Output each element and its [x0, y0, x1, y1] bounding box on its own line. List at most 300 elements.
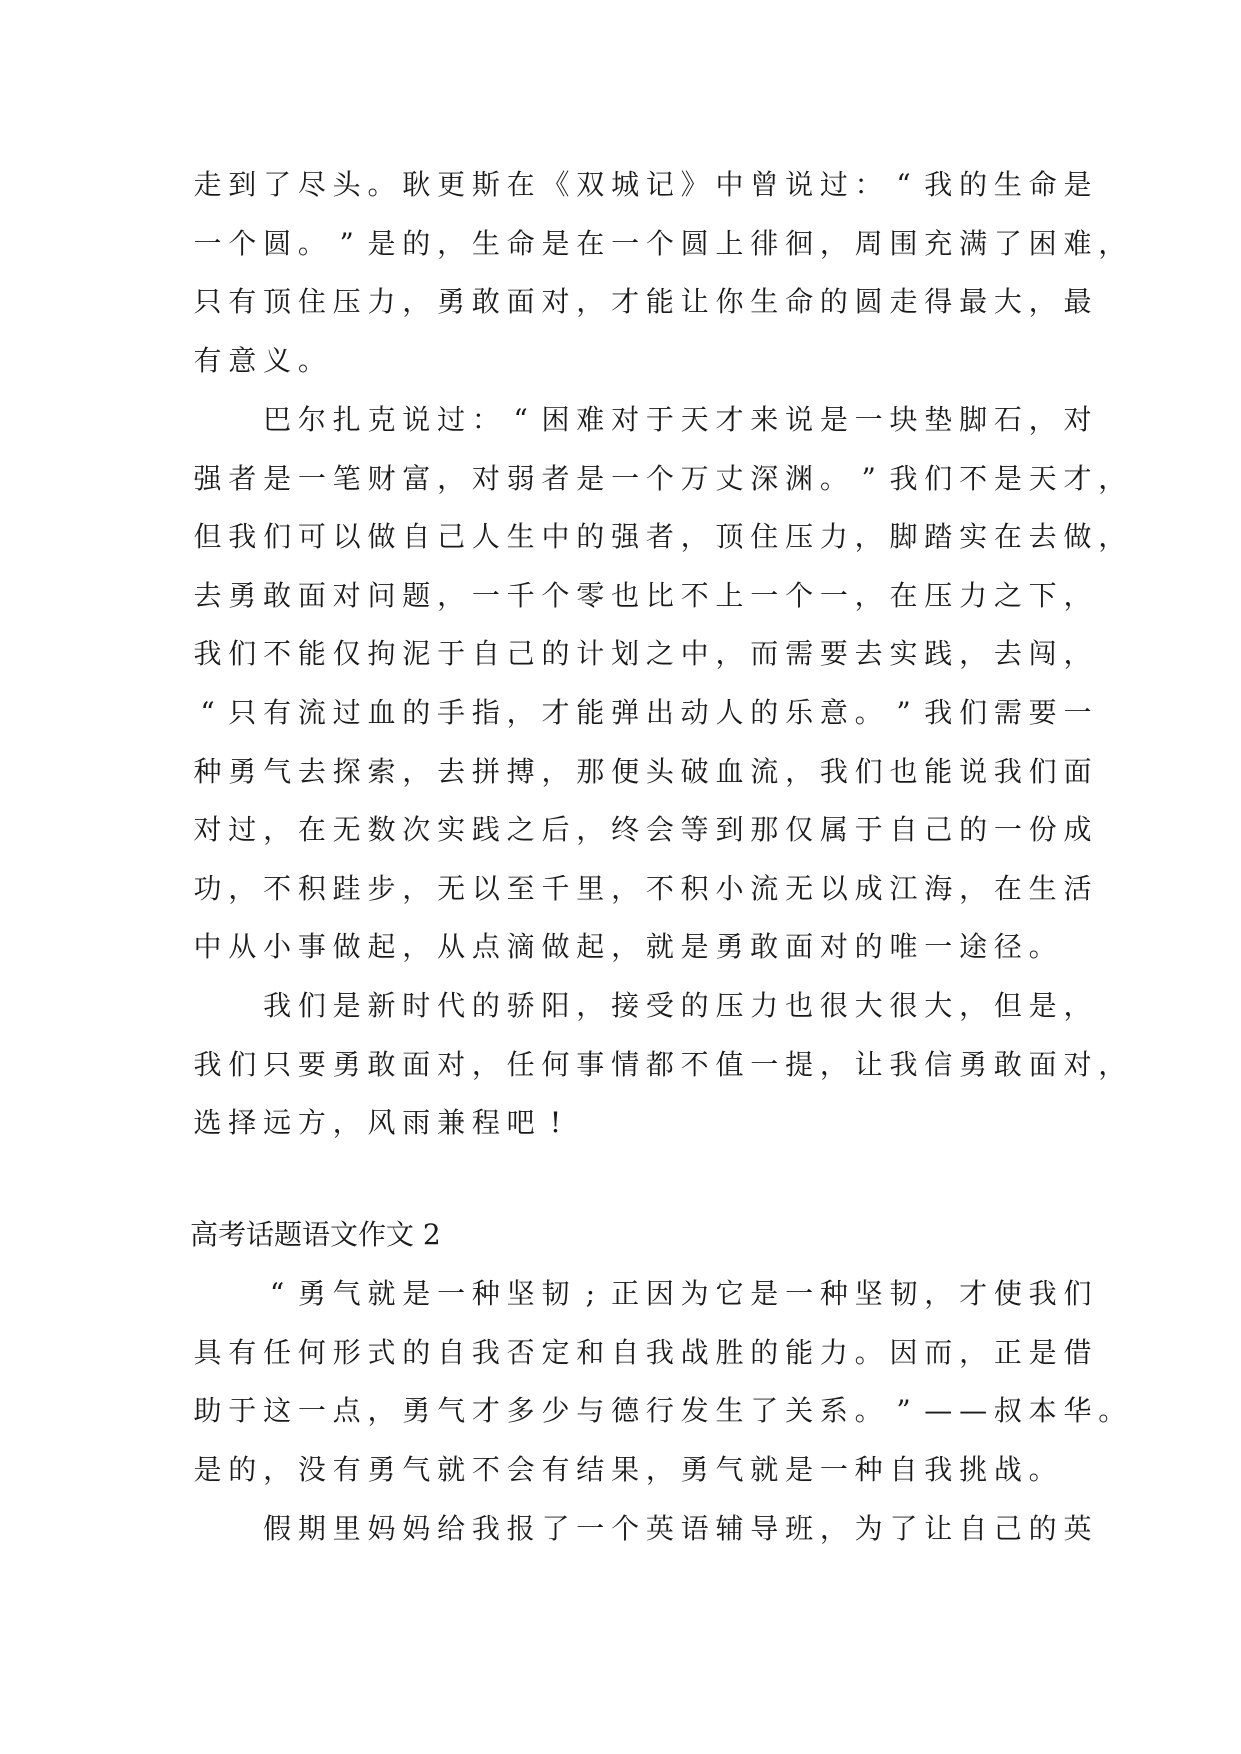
text-char: 一: [785, 1277, 814, 1310]
text-char: 拼: [471, 755, 500, 788]
text-char: 圆: [854, 285, 883, 318]
text-char: ，: [437, 227, 466, 260]
text-char: 的: [402, 1336, 431, 1369]
text-char: 就: [750, 1453, 779, 1486]
text-char: 那: [750, 813, 779, 846]
text-char: 韧: [541, 1277, 570, 1310]
text-char: ，: [402, 755, 431, 788]
text-char: 只: [263, 1048, 292, 1081]
text-char: 新: [367, 989, 396, 1022]
text-char: 最: [959, 285, 988, 318]
text-char: ，: [576, 285, 605, 318]
text-char: 说: [785, 403, 814, 436]
text-char: 力: [819, 1336, 848, 1369]
text-char: 记: [645, 168, 674, 201]
text-char: 才: [471, 1394, 500, 1427]
text-char: 走: [889, 285, 918, 318]
text-char: 雨: [402, 1106, 431, 1139]
text-char: 德: [611, 1394, 640, 1427]
text-char: 富: [402, 462, 431, 495]
text-char: [225, 400, 260, 440]
text-char: 个: [645, 227, 674, 260]
text-char: 一: [471, 579, 500, 612]
text-char: 徊: [785, 227, 814, 260]
text-char: 有: [193, 344, 222, 377]
text-char: ，: [1028, 285, 1057, 318]
text-char: 生: [750, 285, 779, 318]
text-char: 我: [645, 1336, 674, 1369]
text-char: 气: [402, 1453, 431, 1486]
text-char: 难: [576, 403, 605, 436]
text-char: 从: [228, 930, 257, 963]
text-char: 是: [332, 989, 361, 1022]
text-char: 华: [1063, 1394, 1092, 1427]
text-char: 能: [576, 696, 605, 729]
text-char: 英: [645, 1512, 674, 1545]
text-char: 让: [854, 1048, 883, 1081]
text-char: 班: [785, 1512, 814, 1545]
text-char: 扎: [332, 403, 361, 436]
text-char: 气: [263, 755, 292, 788]
text-char: 巴: [263, 403, 292, 436]
text-char: 指: [471, 696, 500, 729]
text-char: 周: [854, 227, 883, 260]
text-char: 活: [1063, 872, 1092, 905]
text-char: 无: [785, 872, 814, 905]
text-char: 都: [645, 1048, 674, 1081]
text-char: ，: [611, 872, 640, 905]
text-char: 能: [924, 755, 953, 788]
text-char: 去: [193, 579, 222, 612]
text-char: 而: [924, 1336, 953, 1369]
text-char: 在: [993, 520, 1022, 553]
text-char: ”: [896, 696, 911, 729]
text-char: ，: [506, 696, 535, 729]
text-char: 形: [332, 1336, 361, 1369]
text-char: 丈: [715, 462, 744, 495]
text-char: 践: [924, 637, 953, 670]
text-char: 面: [1028, 1048, 1057, 1081]
text-char: 值: [715, 1048, 744, 1081]
text-char: 关: [785, 1394, 814, 1427]
text-char: 们: [1028, 755, 1057, 788]
text-char: 义: [263, 344, 292, 377]
text-char: 选: [193, 1106, 222, 1139]
text-char: 以: [471, 872, 500, 905]
text-char: 至: [506, 872, 535, 905]
text-char: ，: [541, 755, 570, 788]
text-char: 只: [228, 696, 257, 729]
text-char: 功: [193, 872, 222, 905]
text-char: 是: [1028, 1336, 1057, 1369]
text-char: 自: [959, 1512, 988, 1545]
text-char: ，: [854, 520, 883, 553]
text-char: 命: [1028, 168, 1057, 201]
text-char: 海: [924, 872, 953, 905]
text-char: 勇: [228, 755, 257, 788]
text-char: 的: [854, 930, 883, 963]
text-char: 流: [750, 872, 779, 905]
text-char: 坚: [506, 1277, 535, 1310]
text-char: 对: [332, 579, 361, 612]
text-char: 走: [193, 168, 222, 201]
text-char: 满: [959, 227, 988, 260]
text-char: 于: [228, 1394, 257, 1427]
text-char: ，: [471, 1048, 500, 1081]
text-char: 顶: [715, 520, 744, 553]
text-char: 之: [993, 579, 1022, 612]
text-char: 很: [889, 989, 918, 1022]
text-char: 我: [993, 755, 1022, 788]
text-char: 江: [889, 872, 918, 905]
text-char: 何: [541, 1048, 570, 1081]
text-char: 成: [1063, 813, 1092, 846]
text-char: 不: [263, 637, 292, 670]
text-char: ，: [1063, 637, 1092, 670]
paragraph-first-line: [190, 400, 1095, 440]
text-char: 的: [819, 285, 848, 318]
text-char: 在: [993, 872, 1022, 905]
text-char: 才: [959, 1277, 988, 1310]
text-char: 这: [263, 1394, 292, 1427]
text-char: 一: [819, 579, 848, 612]
text-char: ，: [1098, 520, 1127, 553]
text-char: 》: [680, 168, 709, 201]
text-char: 气: [332, 1277, 361, 1310]
text-char: 数: [367, 813, 396, 846]
text-line: [190, 517, 1130, 557]
text-char: 过: [228, 813, 257, 846]
text-char: ”: [861, 462, 876, 495]
text-char: 中: [715, 168, 744, 201]
text-char: 实: [959, 520, 988, 553]
text-char: 一: [854, 403, 883, 436]
text-char: 以: [819, 872, 848, 905]
text-char: 顶: [263, 285, 292, 318]
text-char: 接: [611, 989, 640, 1022]
text-char: 。: [1028, 930, 1057, 963]
text-char: 大: [993, 285, 1022, 318]
text-char: ，: [402, 285, 431, 318]
text-char: 中: [193, 930, 222, 963]
text-line: [190, 752, 1095, 792]
text-char: 垫: [924, 403, 953, 436]
text-char: 是: [576, 462, 605, 495]
text-char: 属: [819, 813, 848, 846]
text-char: 自: [437, 1336, 466, 1369]
text-line: [190, 1333, 1095, 1373]
text-char: 辅: [715, 1512, 744, 1545]
text-char: 们: [297, 989, 326, 1022]
text-line: [190, 634, 1095, 674]
text-char: 探: [332, 755, 361, 788]
text-char: ，: [1098, 1048, 1127, 1081]
text-char: ，: [819, 227, 848, 260]
text-char: 个: [541, 579, 570, 612]
text-char: 困: [541, 403, 570, 436]
text-char: 途: [959, 930, 988, 963]
text-char: 天: [680, 403, 709, 436]
text-char: ，: [680, 520, 709, 553]
text-char: ：: [471, 403, 500, 436]
text-char: 去: [297, 755, 326, 788]
text-char: 更: [437, 168, 466, 201]
text-char: 对: [611, 403, 640, 436]
text-char: 。: [819, 462, 848, 495]
text-char: 深: [750, 462, 779, 495]
text-char: 住: [297, 285, 326, 318]
text-char: 一: [819, 1453, 848, 1486]
text-char: 渊: [785, 462, 814, 495]
text-char: 上: [715, 227, 744, 260]
text-char: 小: [263, 930, 292, 963]
text-char: 中: [680, 637, 709, 670]
text-char: ，: [959, 872, 988, 905]
text-char: 自: [611, 1336, 640, 1369]
text-char: 气: [437, 1394, 466, 1427]
text-char: 兼: [437, 1106, 466, 1139]
text-char: 力: [819, 520, 848, 553]
text-char: 过: [819, 168, 848, 201]
text-char: 多: [506, 1394, 535, 1427]
text-char: ”: [339, 227, 354, 260]
text-char: 在: [297, 813, 326, 846]
text-char: 中: [541, 520, 570, 553]
text-char: 压: [715, 989, 744, 1022]
text-char: ，: [1028, 403, 1057, 436]
text-char: 让: [924, 1512, 953, 1545]
text-char: 有: [228, 1336, 257, 1369]
text-char: 一: [297, 462, 326, 495]
text-char: 之: [645, 637, 674, 670]
text-char: 个: [785, 579, 814, 612]
text-char: 很: [819, 989, 848, 1022]
text-char: 是: [1063, 168, 1092, 201]
text-char: 血: [367, 696, 396, 729]
text-char: 对: [471, 462, 500, 495]
text-char: 是: [367, 227, 396, 260]
text-char: 强: [193, 462, 222, 495]
text-char: 有: [332, 1453, 361, 1486]
text-char: 血: [715, 755, 744, 788]
text-char: 与: [576, 1394, 605, 1427]
text-char: 者: [645, 520, 674, 553]
text-char: 泥: [402, 637, 431, 670]
text-char: 在: [506, 168, 535, 201]
text-char: 对: [819, 930, 848, 963]
text-char: 一: [1063, 696, 1092, 729]
text-char: 斯: [471, 168, 500, 201]
text-char: 终: [611, 813, 640, 846]
text-char: 无: [332, 813, 361, 846]
text-char: 对: [437, 1048, 466, 1081]
text-char: 是: [1028, 989, 1057, 1022]
text-char: 一: [993, 813, 1022, 846]
text-char: 不: [645, 872, 674, 905]
text-char: 们: [959, 696, 988, 729]
text-char: 生: [1028, 872, 1057, 905]
text-char: 的: [750, 696, 779, 729]
text-char: 它: [715, 1277, 744, 1310]
text-char: 自: [471, 637, 500, 670]
text-char: 行: [645, 1394, 674, 1427]
text-char: 力: [959, 579, 988, 612]
text-char: ，: [437, 579, 466, 612]
text-char: 。: [1098, 1394, 1127, 1427]
text-char: 程: [471, 1106, 500, 1139]
text-char: 破: [680, 755, 709, 788]
text-line: [190, 1103, 573, 1143]
text-char: 成: [854, 872, 883, 905]
text-char: 是: [750, 1277, 779, 1310]
text-char: 于: [854, 813, 883, 846]
text-char: 手: [437, 696, 466, 729]
text-char: 是: [819, 403, 848, 436]
text-char: ，: [367, 1394, 396, 1427]
text-char: 也: [785, 989, 814, 1022]
text-char: 有: [228, 285, 257, 318]
text-char: 强: [611, 520, 640, 553]
text-char: 仅: [785, 813, 814, 846]
text-char: “: [269, 1277, 285, 1310]
text-char: 有: [263, 696, 292, 729]
text-char: 何: [297, 1336, 326, 1369]
text-char: ，: [611, 930, 640, 963]
text-char: ;: [585, 1277, 596, 1310]
text-char: [190, 1509, 225, 1549]
text-char: 勇: [680, 1453, 709, 1486]
text-char: 气: [715, 1453, 744, 1486]
text-char: 不: [471, 1453, 500, 1486]
text-char: 择: [228, 1106, 257, 1139]
text-char: 了: [889, 1512, 918, 1545]
text-char: 我: [924, 1453, 953, 1486]
text-char: 问: [367, 579, 396, 612]
text-line: [190, 341, 329, 381]
text-char: 时: [402, 989, 431, 1022]
text-char: 意: [228, 344, 257, 377]
text-char: 面: [785, 930, 814, 963]
text-char: 才: [541, 696, 570, 729]
text-char: 过: [437, 403, 466, 436]
text-char: 说: [959, 755, 988, 788]
text-char: 最: [1063, 285, 1092, 318]
text-char: 滴: [506, 930, 535, 963]
text-char: 过: [332, 696, 361, 729]
text-char: ，: [715, 637, 744, 670]
text-char: 事: [297, 930, 326, 963]
text-char: 具: [193, 1336, 222, 1369]
text-char: 个: [228, 227, 257, 260]
text-char: 敢: [750, 930, 779, 963]
text-char: 果: [611, 1453, 640, 1486]
text-char: 就: [367, 1277, 396, 1310]
text-char: 事: [576, 1048, 605, 1081]
text-char: 命: [785, 285, 814, 318]
text-char: 后: [541, 813, 570, 846]
text-char: 弱: [506, 462, 535, 495]
text-char: 否: [506, 1336, 535, 1369]
text-char: 需: [993, 696, 1022, 729]
text-char: [190, 400, 225, 440]
text-char: 实: [889, 637, 918, 670]
text-char: 不: [263, 872, 292, 905]
text-char: 为: [854, 1512, 883, 1545]
text-char: 拘: [367, 637, 396, 670]
text-char: ，: [1063, 989, 1092, 1022]
text-char: 。: [297, 227, 326, 260]
text-char: 万: [680, 462, 709, 495]
text-char: 提: [785, 1048, 814, 1081]
text-char: 们: [263, 520, 292, 553]
text-char: 次: [402, 813, 431, 846]
text-char: 点: [471, 930, 500, 963]
text-char: 大: [924, 989, 953, 1022]
text-char: 使: [993, 1277, 1022, 1310]
text-char: —: [959, 1394, 988, 1427]
text-char: 的: [228, 1453, 257, 1486]
text-char: 和: [576, 1336, 605, 1369]
text-char: 受: [645, 989, 674, 1022]
text-char: 需: [785, 637, 814, 670]
text-char: 命: [506, 227, 535, 260]
text-char: 径: [993, 930, 1022, 963]
text-char: 我: [471, 1512, 500, 1545]
text-char: 头: [645, 755, 674, 788]
text-char: 己: [506, 637, 535, 670]
text-char: 勇: [297, 1277, 326, 1310]
paragraph-first-line: [190, 1274, 1095, 1314]
text-char: 妈: [367, 1512, 396, 1545]
text-char: 少: [541, 1394, 570, 1427]
text-char: 圆: [263, 227, 292, 260]
text-char: 挑: [959, 1453, 988, 1486]
text-char: 小: [715, 872, 744, 905]
text-char: 。: [297, 344, 326, 377]
text-char: 个: [611, 1512, 640, 1545]
text-char: 乐: [785, 696, 814, 729]
text-char: 比: [645, 579, 674, 612]
text-char: 是: [680, 930, 709, 963]
text-char: 们: [854, 755, 883, 788]
text-char: 脚: [889, 520, 918, 553]
text-char: 头: [332, 168, 361, 201]
text-char: ，: [576, 989, 605, 1022]
text-char: 远: [263, 1106, 292, 1139]
text-char: ，: [576, 813, 605, 846]
text-char: 不: [959, 462, 988, 495]
text-char: 份: [1028, 813, 1057, 846]
text-char: 是: [993, 462, 1022, 495]
section-heading: 高考话题语文作文 2: [190, 1218, 441, 1251]
text-char: 一: [437, 1277, 466, 1310]
text-char: 去: [437, 755, 466, 788]
text-char: 零: [576, 579, 605, 612]
text-char: 无: [437, 872, 466, 905]
text-char: ，: [437, 462, 466, 495]
text-char: 才: [715, 403, 744, 436]
text-char: ”: [896, 1394, 911, 1427]
paragraph-first-line: [190, 986, 1095, 1026]
text-char: 叔: [993, 1394, 1022, 1427]
text-char: 得: [924, 285, 953, 318]
text-char: 发: [680, 1394, 709, 1427]
text-char: 敢: [993, 1048, 1022, 1081]
text-char: ，: [228, 872, 257, 905]
text-char: 石: [993, 403, 1022, 436]
text-char: 难: [1063, 227, 1092, 260]
text-char: 划: [611, 637, 640, 670]
